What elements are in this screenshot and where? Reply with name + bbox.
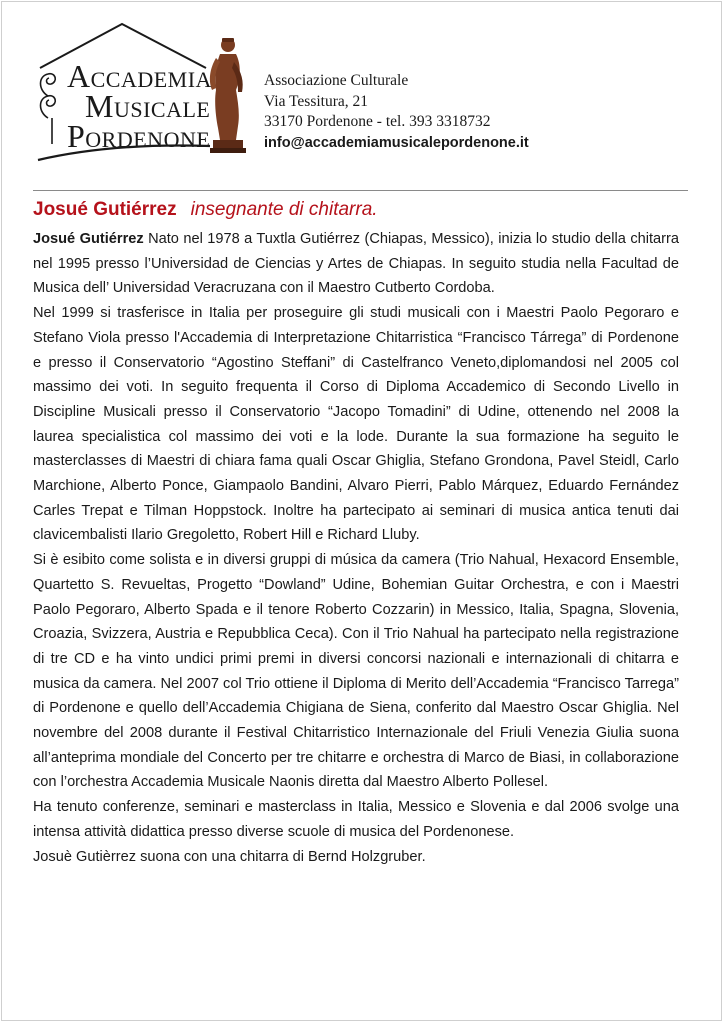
- biography-text: [33, 227, 679, 869]
- column-scroll-icon: [41, 74, 56, 144]
- city-phone: 33170 Pordenone - tel. 393 3318732: [264, 113, 491, 130]
- bio-name-bold: Josué Gutiérrez: [33, 231, 144, 247]
- bio-paragraph-2: Nel 1999 si trasferisce in Italia per proseguire gli studi musicali con i Maestri Paolo Pegoraro e Stefano Viola presso l'Accademia di Interpretazione Chitarristica “Francisco Tárrega” di Pordenone e presso il Conservatorio “Agostino Steffani” di Castelfranco Veneto,diplomandosi nel 2005 col massimo dei voti. In seguito frequenta il Corso di Diploma Accademico di Secondo Livello in Discipline Musicali presso il Conservatorio “Jacopo Tomadini” di Udine, ottenendo nel 2008 la laurea specialistica col massimo dei voti e la lode. Durante la sua formazione ha seguito le masterclasses di Maestri di chiara fama quali Oscar Ghiglia, Stefano Grondona, Pavel Steidl, Carlo Marchione, Alberto Ponce, Giampaolo Bandini, Alvaro Pierri, Pablo Márquez, Eduardo Fernández Carles Trepat e Tilman Hoppstock. Inoltre ha partecipato ai seminari di musica antica tenuti dai clavicembalisti Ilario Gregoletto, Robert Hill e Richard Lluby.: [33, 305, 679, 544]
- bio-paragraph-4: Ha tenuto conferenze, seminari e masterclass in Italia, Messico e Slovenia e dal 2006 svolge una intensa attività didattica presso diverse scuole di musica del Pordenonese.: [33, 799, 679, 840]
- logo-line-musicale: MUSICALE: [85, 88, 211, 124]
- association-name: Associazione Culturale: [264, 72, 409, 89]
- header-divider: [33, 190, 688, 191]
- logo-line-pordenone: PORDENONE: [67, 118, 211, 154]
- street-address: Via Tessitura, 21: [264, 92, 369, 110]
- academy-logo: [30, 18, 260, 168]
- email-link[interactable]: info@accademiamusicalepordenone.it: [264, 134, 529, 151]
- bio-paragraph-3: Si è esibito come solista e in diversi gruppi di música da camera (Trio Nahual, Hexacord Ensemble, Quartetto S. Revueltas, Progetto “Dowland” Udine, Bohemian Guitar Orchestra, e con i Maestri Paolo Pegoraro, Alberto Spada e il tenore Roberto Cozzarin) in Messico, Italia, Spagna, Slovenia, Croazia, Svizzera, Austria e Repubblica Ceca). Con il Trio Nahual ha partecipato nella registrazione di tre CD e ha vinto undici primi premi in diversi concorsi nazionali e internazionali di chitarra e musica da camera. Nel 2007 col Trio ottiene il Diploma di Merito dell’Accademia “Francisco Tarrega” di Pordenone e quello dell’Accademia Chigiana de Siena, conferito dal Maestro Oscar Ghiglia. Nel novembre del 2008 durante il Festival Chitarristico Internazionale del Friuli Venezia Giulia suona all’anteprima mondiale del Concerto per tre chitarre e orchestra di Marco de Biasi, in collaborazione con l’orchestra Accademia Musicale Naonis diretta dal Maestro Alberto Pollesel.: [33, 552, 679, 791]
- address-block: [264, 71, 529, 153]
- logo-wordmark: [67, 60, 212, 152]
- teacher-role: insegnante di chitarra.: [190, 199, 378, 220]
- teacher-name: Josué Gutiérrez: [33, 199, 177, 220]
- statue-icon: [210, 38, 246, 153]
- bio-paragraph-5: Josuè Gutièrrez suona con una chitarra di Bernd Holzgruber.: [33, 848, 426, 865]
- bio-heading: [33, 199, 378, 221]
- logo-line-accademia: ACCADEMIA: [67, 58, 212, 94]
- bio-paragraph-1: Josué Gutiérrez Nato nel 1978 a Tuxtla Gutiérrez (Chiapas, Messico), inizia lo studio della chitarra nel 1995 presso l’Universidad de Ciencias y Artes de Chiapas. In seguito studia nella Facultad de Musica dell’ Universidad Veracruzana con il Maestro Cutberto Cordoba.: [33, 231, 679, 297]
